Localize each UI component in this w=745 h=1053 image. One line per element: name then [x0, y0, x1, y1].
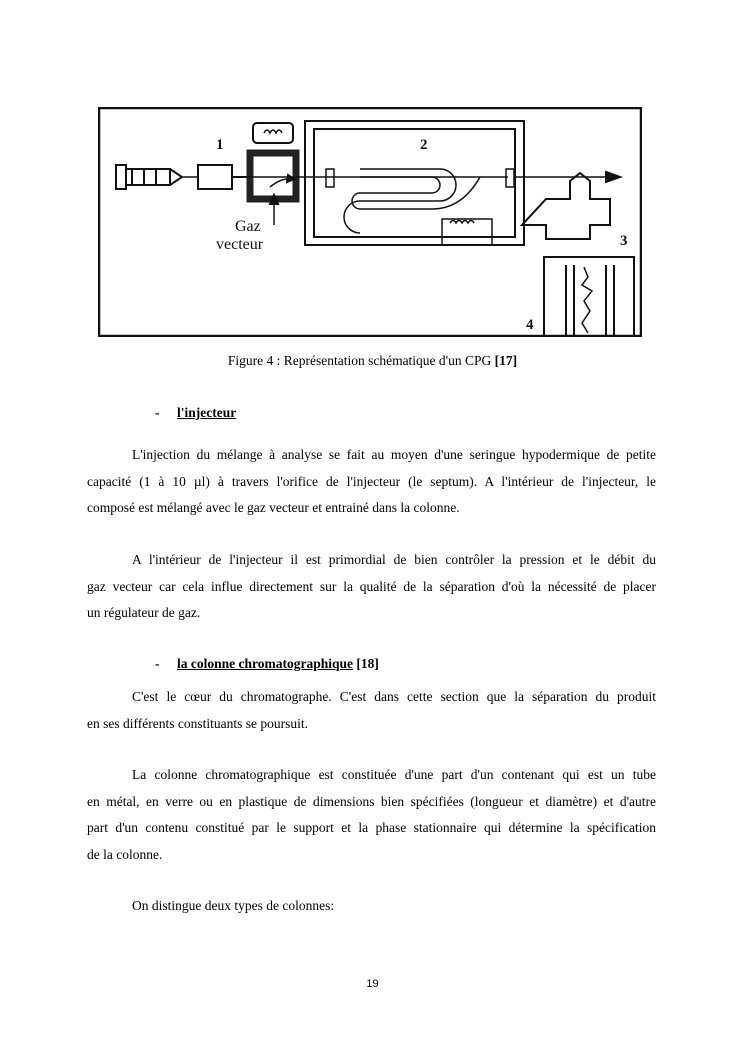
text-line: A l'intérieur de l'injecteur il est primordial de bien contrôler la pression et le débit du	[132, 552, 656, 567]
detector-icon	[514, 172, 620, 239]
paragraph-injection	[87, 442, 656, 522]
paragraph-constitution	[87, 762, 656, 868]
figure-caption	[0, 353, 745, 369]
text-line: un régulateur de gaz.	[87, 605, 201, 620]
caption-ref: [17]	[494, 353, 518, 368]
text-line: C'est le cœur du chromatographe. C'est dans cette section que la séparation du produit	[132, 689, 656, 704]
paragraph-coeur	[87, 684, 656, 737]
heading-ref: [18]	[353, 656, 379, 671]
text-line: de la colonne.	[87, 846, 163, 862]
figure-label-2: 2	[420, 137, 428, 153]
text-line: La colonne chromatographique est constituée d'une part d'un contenant qui est un tube	[132, 767, 656, 782]
heading-title: l'injecteur	[177, 405, 237, 420]
section-heading-injecteur	[155, 405, 236, 421]
heading-title: la colonne chromatographique	[177, 656, 354, 671]
figure-frame	[99, 108, 641, 336]
recorder-icon	[544, 257, 634, 337]
heading-dash: -	[155, 405, 160, 420]
figure-label-4: 4	[526, 317, 534, 333]
oven-column-icon	[296, 121, 524, 245]
figure-label-vecteur: vecteur	[216, 236, 264, 253]
cpg-schematic-figure	[98, 107, 642, 337]
figure-label-1: 1	[216, 137, 224, 153]
figure-label-3: 3	[620, 233, 628, 249]
text-line: On distingue deux types de colonnes:	[132, 898, 335, 913]
heading-dash: -	[155, 656, 160, 671]
text-line: en métal, en verre ou en plastique de dimensions bien spécifiées (longueur et diamètre) et d'autre	[87, 793, 656, 809]
text-line: L'injection du mélange à analyse se fait au moyen d'une seringue hypodermique de petite	[132, 447, 656, 462]
section-heading-colonne	[155, 656, 379, 672]
caption-text: Figure 4 : Représentation schématique d'un CPG	[227, 353, 495, 368]
text-line: composé est mélangé avec le gaz vecteur et entrainé dans la colonne.	[87, 500, 460, 515]
text-line: en ses différents constituants se poursuit.	[87, 715, 308, 731]
injector-icon	[198, 123, 298, 225]
page-number: 19	[366, 978, 379, 990]
figure-label-gaz: Gaz	[235, 218, 261, 235]
text-line: capacité (1 à 10 µl) à travers l'orifice de l'injecteur (le septum). A l'intérieur de l'injecteur, le	[87, 473, 656, 489]
text-line: part d'un contenu constitué par le support et la phase stationnaire qui détermine la spécification	[87, 820, 656, 835]
paragraph-pression	[87, 547, 656, 627]
text-line: gaz vecteur car cela influe directement sur la qualité de la séparation d'où la nécessité de placer	[87, 578, 656, 594]
paragraph-types	[87, 893, 656, 920]
syringe-icon	[116, 165, 198, 189]
